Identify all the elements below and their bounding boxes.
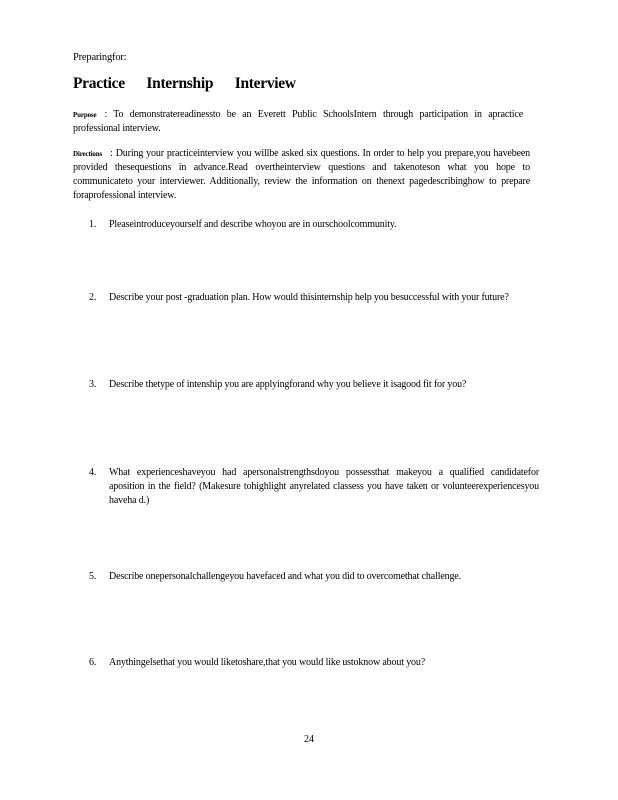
title-word-interview: Interview (234, 75, 296, 92)
purpose-text: : To demonstratereadinessto be an Everett Public SchoolsIntern through participation in apractice professional interview. (73, 109, 523, 134)
question-number: 1. (89, 219, 97, 230)
question-text: What experienceshaveyou had apersonalstrengthsdoyou possessthat makeyou a qualified candidatefor aposition in the field? (Makesure tohighlight anyrelated classess you have taken or volunteerexperiencesyou haveha d.) (109, 467, 539, 506)
question-text: Pleaseintroduceyourself and describe whoyou are in ourschoolcommunity. (109, 219, 397, 230)
directions-label: Directions (73, 150, 103, 158)
question-number: 2. (89, 292, 97, 303)
question-number: 4. (89, 467, 97, 478)
directions-text: : During your practiceinterview you willbe asked six questions. In order to help you prepare,you havebeen provided thesequestions in advance.Read overtheinterview questions and takenoteson what you hope to communicateto your interviewer. Additionally, review the information on thenext pagedescribinghow to prepare foraprofessional interview. (73, 148, 530, 201)
question-text: Describe thetype of intenship you are applyingforand why you believe it isagood fit for you? (109, 379, 467, 390)
question-number: 6. (89, 657, 97, 668)
preparing-for-label: Preparingfor: (73, 52, 127, 63)
title-word-practice: Practice (73, 75, 125, 92)
question-text: Describe onepersonalchallengeyou havefaced and what you did to overcomethat challenge. (109, 571, 461, 582)
title-word-internship: Internship (146, 75, 214, 92)
question-number: 3. (89, 379, 97, 390)
purpose-paragraph (73, 108, 523, 136)
question-text: Anythingelsethat you would liketoshare,that you would like ustoknow about you? (109, 657, 426, 668)
question-text: Describe your post -graduation plan. How would thisinternship help you besuccessful with your future? (109, 292, 509, 303)
purpose-label: Purpose (73, 111, 97, 119)
page-title (73, 75, 296, 93)
page-number: 24 (304, 734, 314, 745)
question-number: 5. (89, 571, 97, 582)
directions-paragraph (73, 147, 530, 203)
